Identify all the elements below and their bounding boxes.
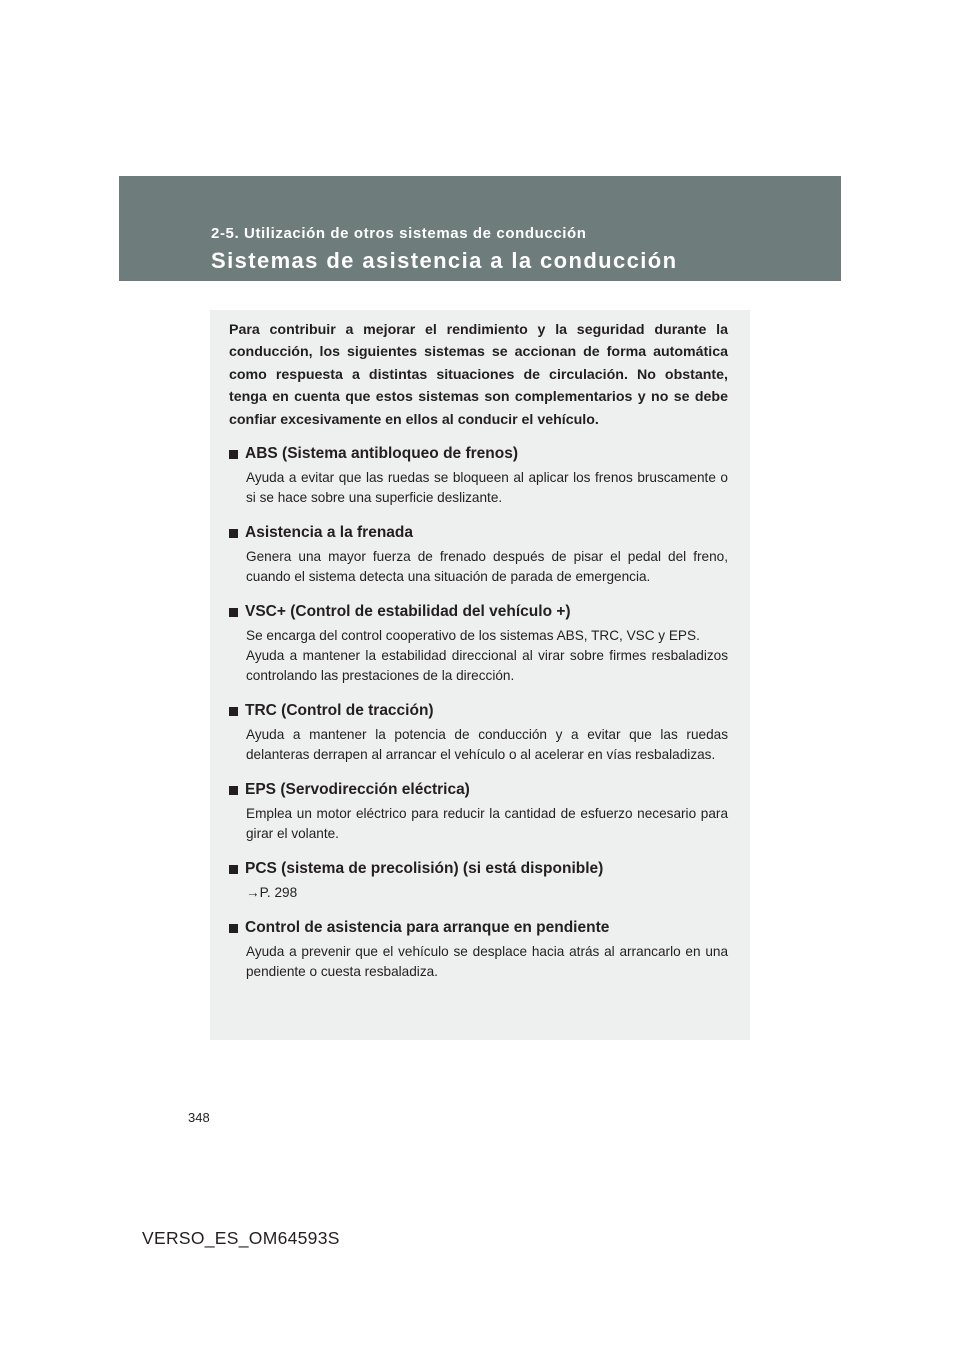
item-heading: Control de asistencia para arranque en pendiente xyxy=(245,919,610,937)
square-bullet-icon xyxy=(229,450,238,459)
document-code: VERSO_ES_OM64593S xyxy=(142,1228,340,1248)
square-bullet-icon xyxy=(229,865,238,874)
item-body: Ayuda a mantener la potencia de conducción y a evitar que las ruedas delanteras derrapen al arrancar el vehículo o al acelerar en vías resbaladizas. xyxy=(246,727,728,763)
item-heading: PCS (sistema de precolisión) (si está disponible) xyxy=(245,860,604,878)
item-body: Genera una mayor fuerza de frenado después de pisar el pedal del freno, cuando el sistema detecta una situación de parada de emergencia. xyxy=(246,549,728,585)
item-hill-start xyxy=(229,917,728,982)
item-eps xyxy=(229,779,728,844)
item-abs xyxy=(229,443,728,508)
item-trc xyxy=(229,700,728,765)
page-title: Sistemas de asistencia a la conducción xyxy=(211,248,678,273)
item-heading: ABS (Sistema antibloqueo de frenos) xyxy=(245,445,519,463)
content-box xyxy=(210,310,750,1040)
item-heading: TRC (Control de tracción) xyxy=(245,702,434,720)
square-bullet-icon xyxy=(229,924,238,933)
item-brake-assist xyxy=(229,522,728,587)
item-heading: VSC+ (Control de estabilidad del vehículo +) xyxy=(245,603,571,621)
square-bullet-icon xyxy=(229,608,238,617)
page-number: 348 xyxy=(188,1110,210,1125)
item-vsc xyxy=(229,601,728,686)
item-body: Ayuda a evitar que las ruedas se bloqueen al aplicar los frenos bruscamente o si se hace sobre una superficie deslizante. xyxy=(246,470,728,506)
square-bullet-icon xyxy=(229,786,238,795)
item-heading: Asistencia a la frenada xyxy=(245,524,413,542)
section-label: 2-5. Utilización de otros sistemas de conducción xyxy=(211,225,587,242)
item-pcs xyxy=(229,858,728,903)
header-band xyxy=(119,176,841,281)
square-bullet-icon xyxy=(229,529,238,538)
item-body: Emplea un motor eléctrico para reducir la cantidad de esfuerzo necesario para girar el volante. xyxy=(246,806,728,842)
item-heading: EPS (Servodirección eléctrica) xyxy=(245,781,470,799)
square-bullet-icon xyxy=(229,707,238,716)
item-body: Ayuda a prevenir que el vehículo se desplace hacia atrás al arrancarlo en una pendiente o cuesta resbaladiza. xyxy=(246,944,728,980)
intro-paragraph: Para contribuir a mejorar el rendimiento y la seguridad durante la conducción, los siguientes sistemas se accionan de forma automática como respuesta a distintas situaciones de circulación. No obstante, tenga en cuenta que estos sistemas son complementarios y no se debe confiar excesivamente en ellos al conducir el vehículo. xyxy=(229,322,728,428)
item-body: Ayuda a mantener la estabilidad direccional al virar sobre firmes resbaladizos controlando las prestaciones de la dirección. xyxy=(246,648,728,684)
page-reference-link[interactable]: →P. 298 xyxy=(246,885,298,901)
item-body: Se encarga del control cooperativo de los sistemas ABS, TRC, VSC y EPS. xyxy=(246,628,700,644)
